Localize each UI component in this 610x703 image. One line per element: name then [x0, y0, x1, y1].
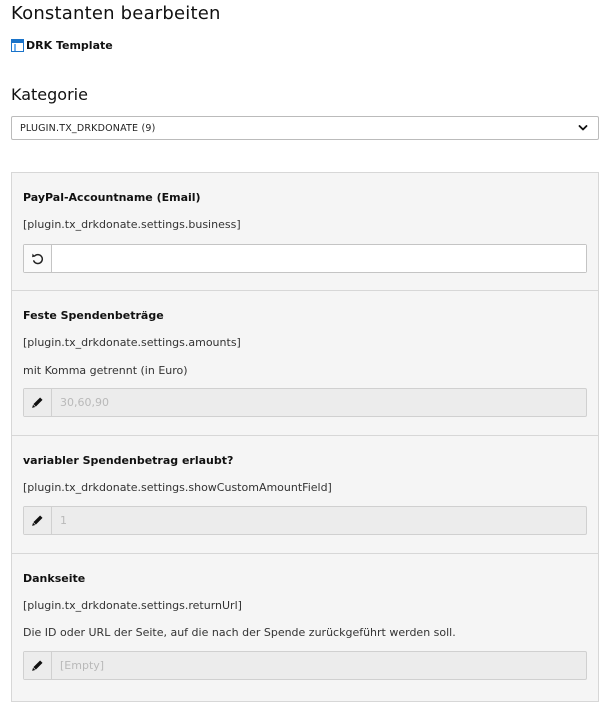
field-fixed-amounts — [12, 290, 598, 435]
edit-button[interactable] — [24, 507, 52, 534]
field-label: variabler Spendenbetrag erlaubt? — [23, 454, 234, 467]
category-select[interactable] — [11, 116, 599, 140]
field-key: [plugin.tx_drkdonate.settings.returnUrl] — [23, 599, 242, 612]
chevron-down-icon — [578, 123, 588, 133]
edit-button[interactable] — [24, 652, 52, 679]
field-key: [plugin.tx_drkdonate.settings.business] — [23, 218, 241, 231]
field-description: Die ID oder URL der Seite, auf die nach der Spende zurückgeführt werden soll. — [23, 626, 456, 639]
thank-you-page-input-group — [23, 651, 587, 680]
paypal-account-input-group — [23, 244, 587, 273]
reset-button[interactable] — [24, 245, 52, 272]
fixed-amounts-input[interactable]: 30,60,90 — [60, 396, 109, 409]
custom-amount-input[interactable]: 1 — [60, 514, 67, 527]
field-key: [plugin.tx_drkdonate.settings.amounts] — [23, 336, 241, 349]
field-label: PayPal-Accountname (Email) — [23, 191, 201, 204]
field-label: Dankseite — [23, 572, 86, 585]
template-name: DRK Template — [26, 38, 113, 52]
pencil-icon — [31, 514, 44, 527]
pencil-icon — [31, 396, 44, 409]
paypal-account-input[interactable] — [52, 245, 586, 272]
custom-amount-input-group — [23, 506, 587, 535]
fixed-amounts-input-group — [23, 388, 587, 417]
undo-icon — [31, 252, 44, 265]
category-heading: Kategorie — [11, 85, 88, 104]
field-custom-amount-allowed — [12, 435, 598, 553]
template-icon — [11, 39, 24, 52]
field-thank-you-page — [12, 553, 598, 703]
category-select-value: PLUGIN.TX_DRKDONATE (9) — [20, 122, 156, 134]
field-description: mit Komma getrennt (in Euro) — [23, 364, 188, 377]
pencil-icon — [31, 659, 44, 672]
template-indicator — [11, 37, 113, 53]
field-label: Feste Spendenbeträge — [23, 309, 164, 322]
field-paypal-account — [12, 173, 598, 290]
thank-you-page-input[interactable]: [Empty] — [60, 659, 105, 672]
field-key: [plugin.tx_drkdonate.settings.showCustomAmountField] — [23, 481, 332, 494]
edit-button[interactable] — [24, 389, 52, 416]
page-title: Konstanten bearbeiten — [11, 3, 221, 24]
constants-panel — [11, 172, 599, 702]
